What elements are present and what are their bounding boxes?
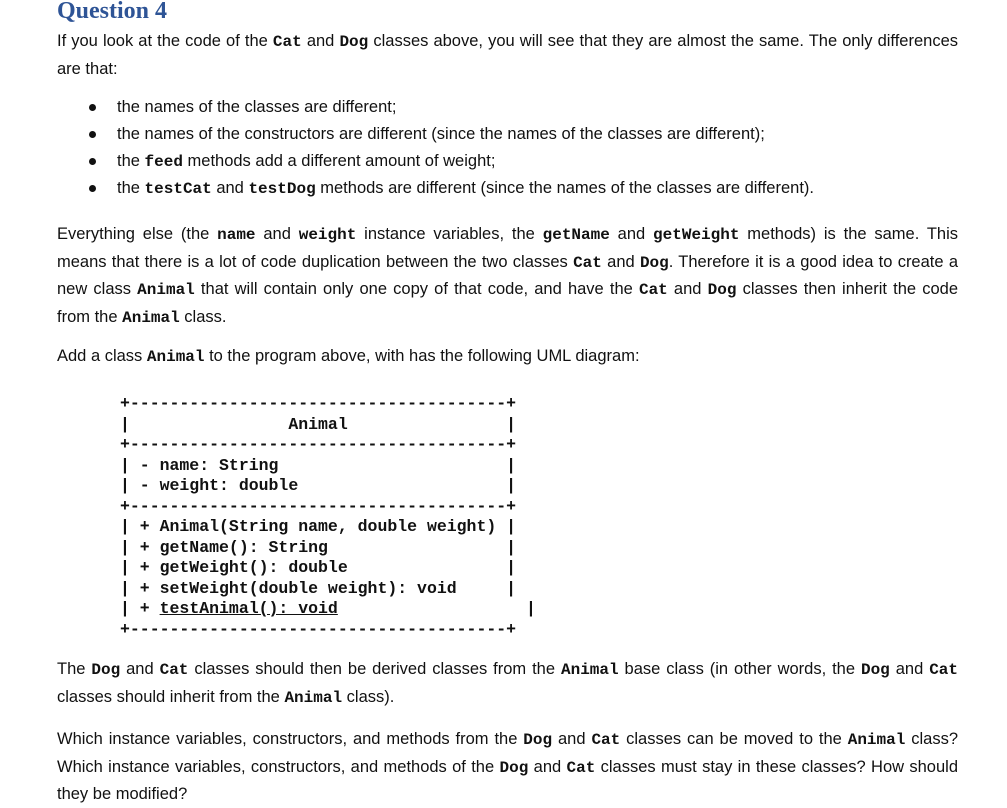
bullet-icon [89,104,96,111]
uml-border: +--------------------------------------+ [120,435,517,454]
uml-class-name: | Animal | [120,414,517,434]
question-heading: Question 4 [57,0,168,24]
inheritance-paragraph: The Dog and Cat classes should then be derived classes from the Animal base class (in other words, the Dog and Cat classes should inherit from the Animal class). [57,660,958,707]
differences-list [57,94,957,202]
instruction-paragraph: Add a class Animal to the program above, with has the following UML diagram: [57,347,640,366]
uml-attribute: | - weight: double | [120,476,517,495]
intro-paragraph: If you look at the code of the Cat and Dog classes above, you will see that they are almost the same. The only differences are that: [57,32,959,78]
bullet-icon [89,131,96,138]
uml-method: | + getName(): String | [120,537,517,557]
uml-method: | + Animal(String name, double weight) | [120,517,517,536]
uml-diagram [120,394,536,640]
uml-border: +--------------------------------------+ [120,619,517,639]
list-item: the names of the constructors are different (since the names of the classes are different); [57,121,957,148]
list-item: the testCat and testDog methods are different (since the names of the classes are different). [57,175,957,202]
uml-attribute: | - name: String | [120,455,517,475]
uml-method: | + testAnimal(): void | [120,599,536,618]
uml-method: | + getWeight(): double | [120,558,517,577]
questions-paragraph: Which instance variables, constructors, and methods from the Dog and Cat classes can be moved to the Animal class? Which instance variables, constructors, and methods of the Dog and Cat classes must stay in these classes? How should they be modified? [57,730,958,803]
list-item: the names of the classes are different; [57,94,957,121]
bullet-icon [89,185,96,192]
bullet-icon [89,158,96,165]
list-item: the feed methods add a different amount of weight; [57,148,957,175]
duplication-paragraph: Everything else (the name and weight instance variables, the getName and getWeight methods) is the same. This means that there is a lot of code duplication between the two classes Cat and Dog. Therefore it is a good idea to create a new class Animal that will contain only one copy of that code, and have the Cat and Dog classes then inherit the code from the Animal class. [57,225,958,327]
uml-border: +--------------------------------------+ [120,394,517,413]
uml-method: | + setWeight(double weight): void | [120,578,517,598]
uml-border: +--------------------------------------+ [120,496,517,516]
